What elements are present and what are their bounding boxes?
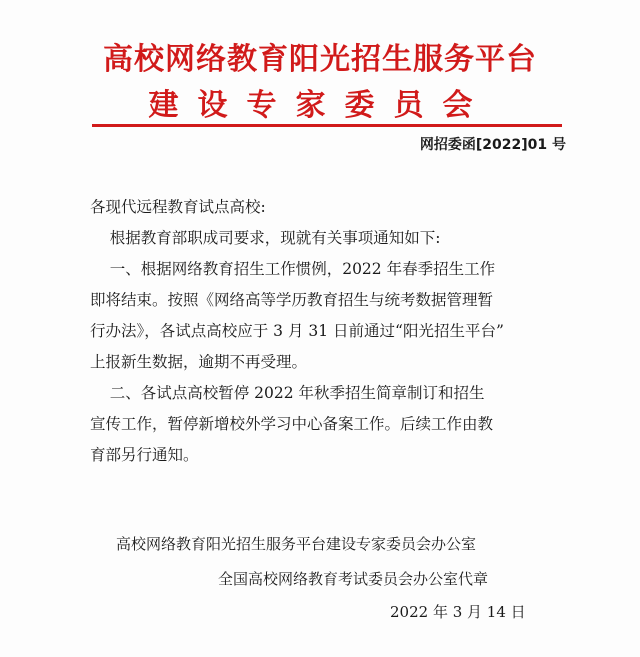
signature-office-2: 全国高校网络教育考试委员会办公室代章 — [218, 570, 489, 588]
signature-office-1: 高校网络教育阳光招生服务平台建设专家委员会办公室 — [116, 535, 477, 553]
header-title-line2: 建设专家委员会 — [148, 88, 492, 123]
body-line: 根据教育部职成司要求，现就有关事项通知如下: — [90, 229, 441, 247]
body-line: 宣传工作，暂停新增校外学习中心备案工作。后续工作由教 — [90, 415, 494, 433]
signature-date: 2022 年 3 月 14 日 — [390, 603, 526, 621]
body-line: 行办法》，各试点高校应于 3 月 31 日前通过“阳光招生平台” — [90, 322, 504, 340]
document-number: 网招委函[2022]01 号 — [419, 137, 566, 153]
header-title-line1: 高校网络教育阳光招生服务平台 — [103, 42, 537, 77]
body-line: 育部另行通知。 — [90, 446, 199, 464]
body-text — [90, 223, 558, 471]
red-divider — [92, 124, 562, 127]
body-line: 二、各试点高校暂停 2022 年秋季招生简章制订和招生 — [90, 384, 485, 402]
salutation: 各现代远程教育试点高校: — [90, 198, 266, 216]
body-line: 一、根据网络教育招生工作惯例，2022 年春季招生工作 — [90, 260, 496, 278]
body-line: 上报新生数据，逾期不再受理。 — [90, 353, 308, 371]
body-line: 即将结束。按照《网络高等学历教育招生与统考数据管理暂 — [90, 291, 494, 309]
